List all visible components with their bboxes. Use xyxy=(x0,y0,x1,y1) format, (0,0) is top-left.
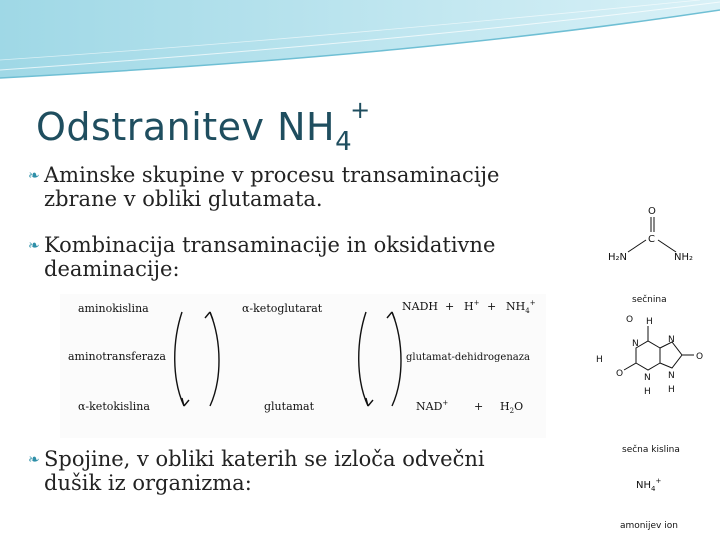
svg-text:N: N xyxy=(668,335,675,345)
svg-text:NH₂: NH₂ xyxy=(674,252,694,263)
structures-panel xyxy=(588,196,720,540)
svg-text:H: H xyxy=(644,387,651,397)
svg-text:O: O xyxy=(648,206,656,217)
glutamat-label: glutamat xyxy=(264,400,315,413)
uric-acid-label: sečna kislina xyxy=(622,445,680,455)
enzyme-label: glutamat-dehidrogenaza xyxy=(406,352,530,363)
h2o-label: $H_2O$ xyxy=(500,400,524,415)
bullet-line: zbrane v obliki glutamata. xyxy=(44,187,323,211)
bullet-line: Spojine, v obliki katerih se izloča odvečni xyxy=(44,447,485,471)
aminotransferaza-label: aminotransferaza xyxy=(68,350,166,363)
bullet-line: Kombinacija transaminacije in oksidativne xyxy=(44,233,496,257)
title-subscript: 4 xyxy=(335,127,353,157)
ketoglutarat-label: α-ketoglutarat xyxy=(242,302,323,315)
title-superscript: + xyxy=(350,96,371,124)
leaf-bullet-icon: ❧ xyxy=(28,452,40,468)
svg-text:O: O xyxy=(696,352,704,362)
aminokislina-label: aminokislina xyxy=(78,302,149,315)
svg-text:N: N xyxy=(644,373,651,383)
reaction-diagram xyxy=(60,294,546,438)
bullet-line: Aminske skupine v procesu transaminacije xyxy=(44,163,500,187)
bullet-line: deaminacije: xyxy=(44,257,180,281)
plus-sign: + xyxy=(474,400,484,413)
page-title xyxy=(36,96,371,157)
nadh-label: NADH xyxy=(402,300,438,313)
plus-sign: + xyxy=(487,300,497,313)
ketokislina-label: α-ketokislina xyxy=(78,400,150,413)
bullet-item xyxy=(28,163,500,211)
ammonium-formula: $NH_4^+$ xyxy=(636,477,662,493)
bullet-item xyxy=(28,447,485,495)
svg-text:H: H xyxy=(646,317,653,327)
plus-sign: + xyxy=(445,300,455,313)
leaf-bullet-icon: ❧ xyxy=(28,238,40,254)
svg-text:O: O xyxy=(616,369,624,379)
urea-label: sečnina xyxy=(632,295,667,305)
header-decoration xyxy=(0,0,720,90)
svg-text:H: H xyxy=(596,355,603,365)
svg-text:C: C xyxy=(648,234,655,245)
svg-text:N: N xyxy=(668,371,675,381)
h-plus-label: H+ xyxy=(464,299,480,313)
bullet-item xyxy=(28,233,496,281)
svg-text:O: O xyxy=(626,315,634,325)
nad-label: NAD+ xyxy=(416,399,449,413)
svg-text:N: N xyxy=(632,339,639,349)
leaf-bullet-icon: ❧ xyxy=(28,168,40,184)
bullet-line: dušik iz organizma: xyxy=(44,471,252,495)
ammonium-label: amonijev ion xyxy=(620,521,678,531)
svg-text:H: H xyxy=(668,385,675,395)
nh4-label: $NH_4^+$ xyxy=(506,299,536,315)
title-main: Odstranitev NH xyxy=(36,105,336,149)
svg-text:H₂N: H₂N xyxy=(608,252,628,263)
